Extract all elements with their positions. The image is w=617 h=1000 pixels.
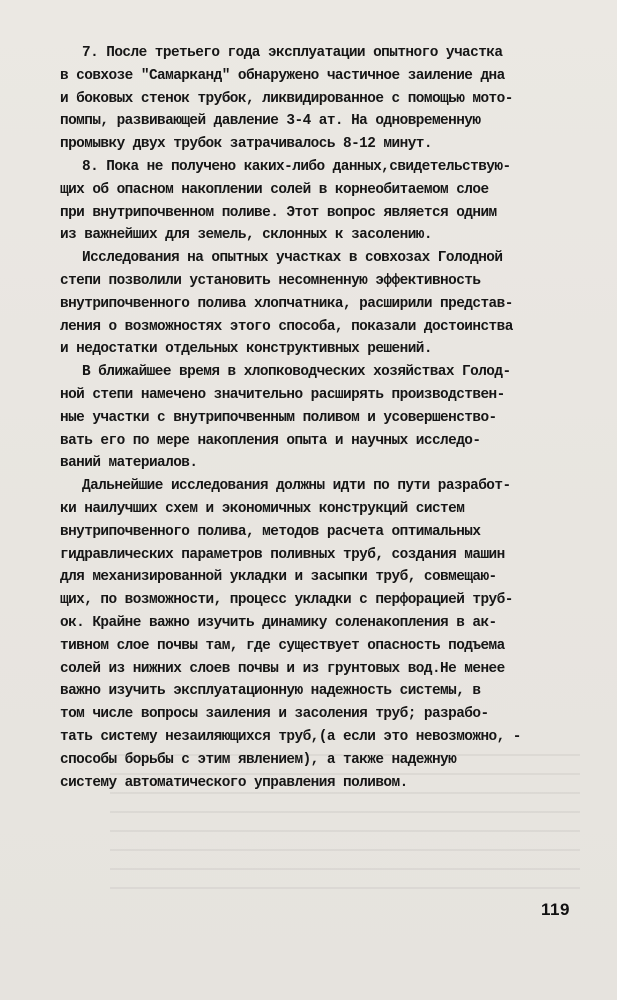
text-line: 8. Пока не получено каких-либо данных,свидетельствую- — [82, 158, 511, 175]
paragraph — [60, 42, 600, 156]
paragraph — [60, 475, 600, 794]
text-line: ок. Крайне важно изучить динамику соленакопления в ак- — [60, 614, 497, 631]
text-line: вать его по мере накопления опыта и научных исследо- — [60, 432, 481, 449]
text-line: и недостатки отдельных конструктивных решений. — [60, 341, 432, 358]
text-line: в совхозе "Самарканд" обнаружено частичное заиление дна — [60, 67, 505, 84]
text-line: тивном слое почвы там, где существует опасность подъема — [60, 637, 505, 654]
text-line: Исследования на опытных участках в совхозах Голодной — [82, 250, 503, 267]
text-line: щих об опасном накоплении солей в корнеобитаемом слое — [60, 181, 489, 198]
text-line: ные участки с внутрипочвенным поливом и усовершенство- — [60, 409, 497, 426]
text-line: степи позволили установить несомненную эффективность — [60, 272, 481, 289]
paragraph — [60, 361, 600, 475]
text-line: промывку двух трубок затрачивалось 8-12 минут. — [60, 136, 432, 153]
text-line: и боковых стенок трубок, ликвидированное с помощью мото- — [60, 90, 513, 107]
body-text — [60, 42, 600, 794]
text-line: при внутрипочвенном поливе. Этот вопрос является одним — [60, 204, 497, 221]
page-number: 119 — [541, 900, 570, 919]
text-line: из важнейших для земель, склонных к засолению. — [60, 227, 432, 244]
text-line: для механизированной укладки и засыпки труб, совмещаю- — [60, 569, 497, 586]
text-line: солей из нижних слоев почвы и из грунтовых вод.Не менее — [60, 660, 505, 677]
text-line: ной степи намечено значительно расширять производствен- — [60, 386, 505, 403]
text-line: внутрипочвенного полива, методов расчета оптимальных — [60, 523, 481, 540]
text-line: Дальнейшие исследования должны идти по пути разработ- — [82, 478, 511, 495]
paragraph — [60, 156, 600, 247]
text-line: ки наилучших схем и экономичных конструкций систем — [60, 500, 465, 517]
text-line: помпы, развивающей давление 3-4 ат. На одновременную — [60, 113, 481, 130]
text-line: В ближайшее время в хлопководческих хозяйствах Голод- — [82, 364, 511, 381]
text-line: важно изучить эксплуатационную надежность системы, в — [60, 683, 481, 700]
paragraph — [60, 247, 600, 361]
text-line: щих, по возможности, процесс укладки с перфорацией труб- — [60, 592, 513, 609]
text-line: внутрипочвенного полива хлопчатника, расширили представ- — [60, 295, 513, 312]
text-line: способы борьбы с этим явлением), а также надежную — [60, 751, 457, 768]
text-line: ваний материалов. — [60, 455, 198, 472]
text-line: 7. После третьего года эксплуатации опытного участка — [82, 45, 503, 61]
text-line: ления о возможностях этого способа, показали достоинства — [60, 318, 513, 335]
text-line: том числе вопросы заиления и засоления труб; разрабо- — [60, 706, 489, 723]
text-line: гидравлических параметров поливных труб, создания машин — [60, 546, 505, 563]
text-line: тать систему незаиляющихся труб,(а если это невозможно, - — [60, 728, 521, 745]
text-line: систему автоматического управления поливом. — [60, 774, 408, 791]
